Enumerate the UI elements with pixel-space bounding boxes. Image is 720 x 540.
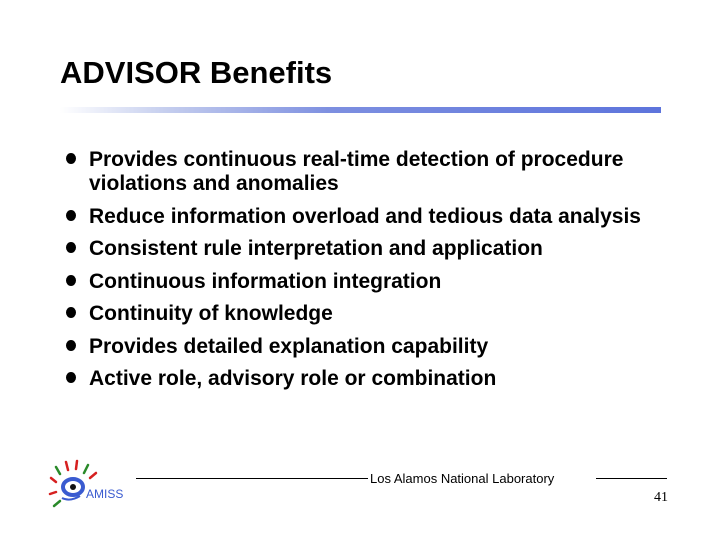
footer-rule-left [136, 478, 368, 479]
bullet-text: Provides continuous real-time detection of procedure violations and anomalies [89, 148, 624, 195]
bullet-item [60, 302, 680, 326]
bullet-item [60, 270, 680, 294]
bullet-item [60, 335, 680, 359]
amiss-logo-icon [42, 456, 134, 520]
footer-rule-right [596, 478, 667, 479]
bullet-item [60, 367, 680, 391]
bullet-text: Active role, advisory role or combination [89, 367, 497, 390]
bullet-text: Reduce information overload and tedious data analysis [89, 204, 641, 228]
bullet-dot-icon [66, 372, 76, 383]
slide-title: ADVISOR Benefits [60, 55, 333, 90]
bullet-dot-icon [66, 153, 76, 164]
bullet-text: Continuous information integration [89, 269, 442, 293]
bullet-item [60, 237, 680, 261]
footer-organization: Los Alamos National Laboratory [370, 471, 555, 486]
bullet-dot-icon [66, 242, 76, 253]
bullet-text: Continuity of knowledge [89, 302, 333, 325]
bullet-text: Provides detailed explanation capability [89, 334, 489, 358]
svg-text:AMISS: AMISS [86, 487, 124, 501]
bullet-text: Consistent rule interpretation and application [89, 237, 543, 260]
bullet-item [60, 148, 680, 196]
bullet-dot-icon [66, 275, 76, 286]
bullet-list [60, 148, 680, 400]
title-underline [60, 107, 661, 113]
bullet-dot-icon [66, 307, 76, 318]
bullet-dot-icon [66, 340, 76, 351]
bullet-dot-icon [66, 210, 76, 221]
page-number: 41 [654, 490, 668, 505]
bullet-item [60, 205, 680, 229]
